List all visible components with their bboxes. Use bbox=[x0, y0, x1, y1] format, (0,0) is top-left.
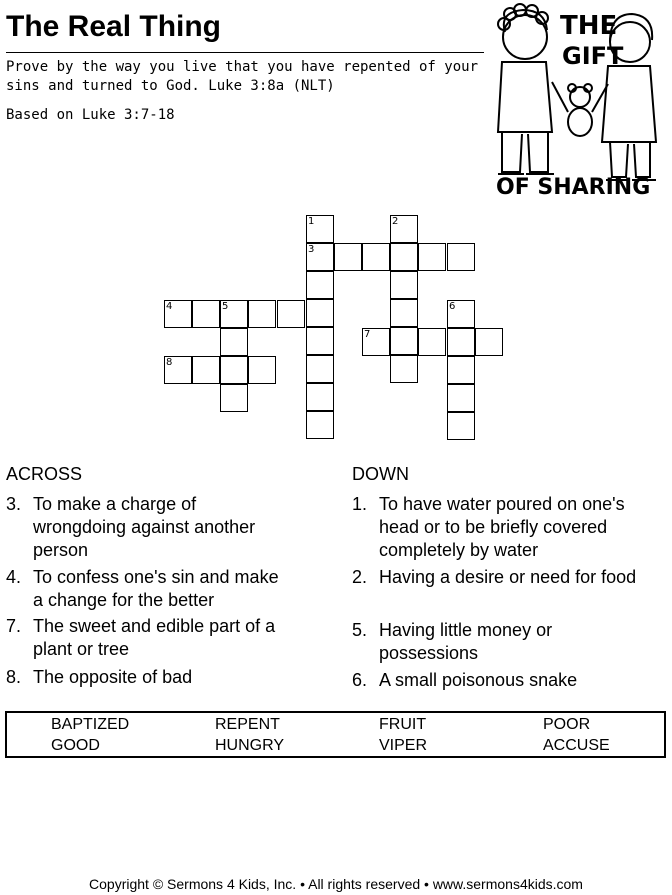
crossword-cell[interactable] bbox=[362, 243, 390, 271]
intro-text: Prove by the way you live that you have repented of your sins and turned to God. Luke 3:8a (NLT) bbox=[6, 59, 479, 94]
clue-number: 4. bbox=[6, 567, 22, 587]
clue-number: 2. bbox=[352, 567, 368, 587]
across-clue bbox=[6, 566, 336, 614]
clue-text: person bbox=[33, 540, 89, 560]
crossword-cell[interactable] bbox=[447, 328, 475, 356]
crossword-cell[interactable] bbox=[390, 299, 418, 327]
clue-text: Having little money or bbox=[379, 620, 553, 640]
across-clue bbox=[6, 615, 336, 663]
crossword-cell[interactable] bbox=[192, 356, 220, 384]
clue-number: 5. bbox=[352, 620, 368, 640]
crossword-cell[interactable] bbox=[248, 356, 276, 384]
crossword-cell[interactable] bbox=[277, 300, 305, 328]
across-heading: ACROSS bbox=[6, 464, 83, 484]
word-bank-item: FRUIT bbox=[379, 716, 427, 733]
crossword-cell[interactable] bbox=[418, 243, 446, 271]
crossword-cell[interactable] bbox=[447, 356, 475, 384]
crossword-cell[interactable] bbox=[248, 300, 276, 328]
crossword-cell[interactable] bbox=[447, 300, 475, 328]
clue-number: 1. bbox=[352, 494, 368, 514]
clue-text: plant or tree bbox=[33, 639, 130, 659]
clue-number: 5 bbox=[222, 301, 229, 312]
across-clue bbox=[6, 666, 336, 690]
crossword-cell[interactable] bbox=[306, 299, 334, 327]
crossword-cell[interactable] bbox=[475, 328, 503, 356]
crossword-cell[interactable] bbox=[447, 412, 475, 440]
word-bank-item: GOOD bbox=[51, 737, 100, 754]
across-clue bbox=[6, 493, 336, 563]
clue-text: A small poisonous snake bbox=[379, 670, 578, 690]
logo-gift: GIFT bbox=[562, 42, 624, 70]
gift-of-sharing-logo bbox=[490, 2, 668, 202]
logo-the: THE bbox=[560, 11, 618, 41]
clue-number: 8. bbox=[6, 667, 22, 687]
crossword-cell[interactable] bbox=[306, 271, 334, 299]
word-bank-item: ACCUSE bbox=[543, 737, 610, 754]
crossword-cell[interactable] bbox=[362, 328, 390, 356]
crossword-cell[interactable] bbox=[306, 327, 334, 355]
crossword-cell[interactable] bbox=[306, 215, 334, 243]
crossword-cell[interactable] bbox=[418, 328, 446, 356]
clue-number: 4 bbox=[166, 301, 173, 312]
clue-number: 7 bbox=[364, 329, 371, 340]
crossword-cell[interactable] bbox=[306, 411, 334, 439]
crossword-cell[interactable] bbox=[390, 327, 418, 355]
down-clue bbox=[352, 493, 668, 563]
crossword-cell[interactable] bbox=[220, 300, 248, 328]
clue-text: Having a desire or need for food bbox=[379, 567, 637, 587]
down-clue bbox=[352, 669, 668, 693]
clue-number: 3. bbox=[6, 494, 22, 514]
clue-number: 6 bbox=[449, 301, 456, 312]
word-bank-item: VIPER bbox=[379, 737, 428, 754]
crossword-cell[interactable] bbox=[220, 384, 248, 412]
word-bank-item: BAPTIZED bbox=[51, 716, 130, 733]
crossword-cell[interactable] bbox=[306, 383, 334, 411]
word-bank bbox=[5, 711, 666, 758]
crossword-cell[interactable] bbox=[306, 355, 334, 383]
crossword-cell[interactable] bbox=[390, 355, 418, 383]
crossword-cell[interactable] bbox=[390, 243, 418, 271]
crossword-cell[interactable] bbox=[334, 243, 362, 271]
page-title: The Real Thing bbox=[6, 10, 222, 43]
crossword-cell[interactable] bbox=[447, 384, 475, 412]
clue-text: a change for the better bbox=[33, 590, 215, 610]
clue-text: To have water poured on one's bbox=[379, 494, 625, 514]
crossword-cell[interactable] bbox=[306, 243, 334, 271]
word-bank-item: REPENT bbox=[215, 716, 280, 733]
down-clue bbox=[352, 619, 668, 667]
word-bank-item: HUNGRY bbox=[215, 737, 285, 754]
clue-text: head or to be briefly covered bbox=[379, 517, 608, 537]
clue-text: To confess one's sin and make bbox=[33, 567, 279, 587]
clue-number: 2 bbox=[392, 216, 399, 227]
down-heading: DOWN bbox=[352, 464, 409, 484]
crossword-cell[interactable] bbox=[220, 356, 248, 384]
crossword-cell[interactable] bbox=[164, 300, 192, 328]
title-divider bbox=[6, 52, 484, 53]
clue-number: 1 bbox=[308, 216, 315, 227]
clue-number: 8 bbox=[166, 357, 173, 368]
clue-text: possessions bbox=[379, 643, 479, 663]
clue-text: completely by water bbox=[379, 540, 539, 560]
crossword-cell[interactable] bbox=[390, 215, 418, 243]
crossword-cell[interactable] bbox=[447, 243, 475, 271]
copyright-footer: Copyright © Sermons 4 Kids, Inc. • All rights reserved • www.sermons4kids.com bbox=[89, 876, 583, 892]
crossword-cell[interactable] bbox=[390, 271, 418, 299]
logo-of-sharing: OF SHARING bbox=[496, 175, 651, 200]
clue-text: To make a charge of bbox=[33, 494, 197, 514]
clue-number: 3 bbox=[308, 244, 315, 255]
crossword-cell[interactable] bbox=[220, 328, 248, 356]
clue-number: 6. bbox=[352, 670, 368, 690]
clue-number: 7. bbox=[6, 616, 22, 636]
based-on-text: Based on Luke 3:7-18 bbox=[6, 107, 175, 123]
crossword-cell[interactable] bbox=[192, 300, 220, 328]
down-clue bbox=[352, 566, 668, 590]
clue-text: wrongdoing against another bbox=[33, 517, 256, 537]
clue-text: The sweet and edible part of a bbox=[33, 616, 276, 636]
crossword-cell[interactable] bbox=[164, 356, 192, 384]
clue-text: The opposite of bad bbox=[33, 667, 193, 687]
word-bank-item: POOR bbox=[543, 716, 591, 733]
